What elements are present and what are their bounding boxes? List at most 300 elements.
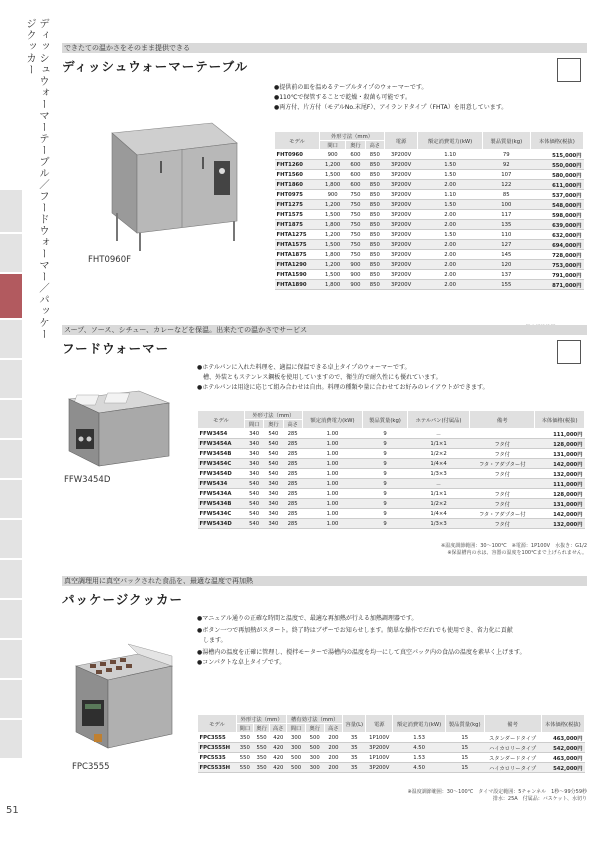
cell-value: 2.00 xyxy=(418,180,483,190)
cell-value: 1,800 xyxy=(320,280,346,290)
cell-price: 463,000円 xyxy=(541,733,584,743)
table-row xyxy=(275,250,584,260)
cell-value: 850 xyxy=(365,180,384,190)
cell-value: 550 xyxy=(237,753,254,763)
cell-value: 1.10 xyxy=(418,190,483,200)
cell-price: 753,000円 xyxy=(530,260,583,270)
col-d: 奥行 xyxy=(346,141,365,150)
sidebar-tab[interactable] xyxy=(0,640,22,678)
cell-value: 285 xyxy=(283,479,302,489)
cell-value: 540 xyxy=(264,449,283,459)
cell-price: 542,000円 xyxy=(541,743,584,753)
cell-value: 122 xyxy=(482,180,530,190)
cell-value: 79 xyxy=(482,150,530,160)
cell-model: FFW3454C xyxy=(198,459,245,469)
cell-value: － xyxy=(407,429,470,439)
cell-value: 340 xyxy=(245,469,264,479)
cell-value: 2.00 xyxy=(418,240,483,250)
cell-model: FFW5434C xyxy=(198,509,245,519)
bullet-3: ●両方付、片方付（モデルNo.末尾F）、アイランドタイプ（FHTA）を用意しています。 xyxy=(274,104,508,111)
cell-value: 9 xyxy=(363,489,408,499)
cell-value: 35 xyxy=(343,733,366,743)
cell-value: 145 xyxy=(482,250,530,260)
col-remark: 備考 xyxy=(470,411,535,429)
table-row xyxy=(198,439,585,449)
cell-value: 600 xyxy=(346,150,365,160)
cell-value: 9 xyxy=(363,449,408,459)
cell-value: 850 xyxy=(365,250,384,260)
cell-value: 340 xyxy=(245,459,264,469)
col-d: 奥行 xyxy=(264,420,283,429)
mark-box xyxy=(557,340,581,364)
cell-value: 1,500 xyxy=(320,210,346,220)
cell-model: FHT1860 xyxy=(275,180,320,190)
cell-model: FHTA1590 xyxy=(275,270,320,280)
cell-value: 340 xyxy=(264,499,283,509)
cell-value: 1.00 xyxy=(302,509,362,519)
section-bar: できたての温かさをそのまま提供できる xyxy=(62,43,587,53)
cell-value: 9 xyxy=(363,509,408,519)
cell-value: 340 xyxy=(245,439,264,449)
cell-value: 1/4×4 xyxy=(407,509,470,519)
cell-model: FHTA1575 xyxy=(275,240,320,250)
page-number: 51 xyxy=(6,805,19,816)
cell-value: 350 xyxy=(237,743,254,753)
cell-value: － xyxy=(407,479,470,489)
spec-table-food-warmer xyxy=(197,410,585,529)
cell-value: 2.00 xyxy=(418,280,483,290)
cell-model: FPC5535 xyxy=(198,753,237,763)
cell-value: 135 xyxy=(482,220,530,230)
section-bar: スープ、ソース、シチュー、カレーなどを保温。出来たての温かさでサービス xyxy=(62,325,587,335)
cell-value: 500 xyxy=(305,733,324,743)
cell-value: 3P200V xyxy=(366,743,393,753)
bullet-1: ●提供前の皿を温めるテーブルタイプのウォーマーです。 xyxy=(274,84,428,91)
cell-value xyxy=(470,479,535,489)
cell-price: 132,000円 xyxy=(535,469,585,479)
table-row xyxy=(275,180,584,190)
col-remark: 備考 xyxy=(484,715,541,733)
cell-value: 3P200V xyxy=(384,280,417,290)
table-row xyxy=(198,743,585,753)
sidebar-tab[interactable] xyxy=(0,480,22,518)
cell-price: 128,000円 xyxy=(535,439,585,449)
cell-value: 3P200V xyxy=(384,260,417,270)
cell-value: スタンダードタイプ xyxy=(484,753,541,763)
table-note-2: ※保温槽内の水は、容器の温度を100℃まで上げられません。 xyxy=(447,550,587,556)
cell-value: 350 xyxy=(253,763,270,773)
section-food-warmer xyxy=(62,325,587,575)
col-price: 本体価格(税抜) xyxy=(535,411,585,429)
cell-value: 110 xyxy=(482,230,530,240)
cell-value: 1,800 xyxy=(320,180,346,190)
cell-value: フタ付 xyxy=(470,439,535,449)
cell-value: 350 xyxy=(253,753,270,763)
table-row xyxy=(198,479,585,489)
cell-model: FHT1575 xyxy=(275,210,320,220)
cell-model: FHT1875 xyxy=(275,220,320,230)
cell-value: 540 xyxy=(245,479,264,489)
cell-value: 300 xyxy=(287,743,306,753)
section-bar: 真空調理用に真空パックされた食品を、最適な温度で再加熱 xyxy=(62,576,587,586)
cell-model: FFW5434B xyxy=(198,499,245,509)
table-row xyxy=(275,190,584,200)
cell-value: フタ・アダプター付 xyxy=(470,509,535,519)
cell-value: 9 xyxy=(363,439,408,449)
cell-value: 550 xyxy=(253,733,270,743)
section-dish-warmer xyxy=(62,43,587,333)
cell-value: 1,500 xyxy=(320,170,346,180)
cell-value: 340 xyxy=(264,519,283,529)
col-w: 間口 xyxy=(237,724,254,733)
cell-value xyxy=(470,429,535,439)
table-row xyxy=(275,270,584,280)
sidebar-tab-active[interactable] xyxy=(0,274,22,318)
cell-model: FPC3555 xyxy=(198,733,237,743)
cell-model: FHT1275 xyxy=(275,200,320,210)
cell-value: 500 xyxy=(287,753,306,763)
cell-value: 3P200V xyxy=(384,230,417,240)
cell-value: 1.00 xyxy=(302,499,362,509)
cell-value: 285 xyxy=(283,469,302,479)
cell-value: 850 xyxy=(365,280,384,290)
cell-price: 728,000円 xyxy=(530,250,583,260)
cell-value: 1,800 xyxy=(320,250,346,260)
bullet-2: ●110℃で保管することで乾燥・殺菌も可能です。 xyxy=(274,94,411,101)
sidebar-tab[interactable] xyxy=(0,190,22,232)
cell-model: FHT0960 xyxy=(275,150,320,160)
product-caption: FPC3555 xyxy=(72,762,110,772)
cell-value: 1/2×2 xyxy=(407,449,470,459)
cell-value: 2.00 xyxy=(418,210,483,220)
cell-value: 1.00 xyxy=(302,439,362,449)
col-d: 奥行 xyxy=(253,724,270,733)
cell-value: 100 xyxy=(482,200,530,210)
cell-value: 540 xyxy=(245,499,264,509)
cell-value: 120 xyxy=(482,260,530,270)
table-row xyxy=(198,459,585,469)
table-row xyxy=(275,230,584,240)
cell-price: 515,000円 xyxy=(530,150,583,160)
cell-value: 2.00 xyxy=(418,220,483,230)
cell-value: 500 xyxy=(305,743,324,753)
cell-value: 540 xyxy=(264,459,283,469)
product-caption: FFW3454D xyxy=(64,475,111,485)
cell-value: 850 xyxy=(365,210,384,220)
cell-value: 117 xyxy=(482,210,530,220)
col-kg: 製品質量(kg) xyxy=(363,411,408,429)
cell-value: 300 xyxy=(287,733,306,743)
col-tank: 槽有効寸法（mm） xyxy=(287,715,343,724)
bullet-3: ●ホテルパンは用途に応じて組み合わせは自由。料理の種類や量に合わせてお好みのレイアウトができます。 xyxy=(197,384,489,391)
cell-value: 1.00 xyxy=(302,429,362,439)
cell-model: FHT0975 xyxy=(275,190,320,200)
table-row xyxy=(275,160,584,170)
cell-price: 131,000円 xyxy=(535,449,585,459)
cell-value: フタ・アダプター付 xyxy=(470,459,535,469)
cell-price: 598,000円 xyxy=(530,210,583,220)
table-note-1: ※温度調節範囲：30～100℃ ※電源：1P100V 水抜き：G1/2 xyxy=(441,543,587,549)
cell-value: フタ付 xyxy=(470,449,535,459)
cell-value: 540 xyxy=(245,489,264,499)
table-row xyxy=(275,150,584,160)
cell-value: 9 xyxy=(363,429,408,439)
cell-value: 15 xyxy=(445,753,484,763)
cell-value: 200 xyxy=(324,733,343,743)
product-photo-dish-warmer xyxy=(102,113,242,253)
col-kw: 額定消費電力(kW) xyxy=(302,411,362,429)
cell-value: 900 xyxy=(346,270,365,280)
cell-value: 550 xyxy=(237,763,254,773)
cell-value: 420 xyxy=(270,743,287,753)
cell-value: 285 xyxy=(283,509,302,519)
cell-value: 3P200V xyxy=(384,240,417,250)
cell-value: 850 xyxy=(365,190,384,200)
col-model: モデル xyxy=(198,715,237,733)
cell-price: 131,000円 xyxy=(535,499,585,509)
cell-value: 420 xyxy=(270,763,287,773)
col-h: 高さ xyxy=(270,724,287,733)
cell-price: 128,000円 xyxy=(535,489,585,499)
sidebar-tab[interactable] xyxy=(0,560,22,598)
cell-value: 137 xyxy=(482,270,530,280)
col-dims: 外形寸法（mm） xyxy=(237,715,287,724)
table-row xyxy=(275,200,584,210)
cell-value: 850 xyxy=(365,260,384,270)
cell-value: 3P200V xyxy=(384,190,417,200)
cell-value: 1/1×1 xyxy=(407,439,470,449)
cell-value: 285 xyxy=(283,519,302,529)
cell-value: 340 xyxy=(264,489,283,499)
sidebar-tab[interactable] xyxy=(0,360,22,398)
cell-value: 285 xyxy=(283,489,302,499)
cell-value: 1.50 xyxy=(418,230,483,240)
cell-value: 1,500 xyxy=(320,240,346,250)
cell-price: 142,000円 xyxy=(535,509,585,519)
bullet-4: ●湯槽内の温度を正確に管理し、撹拌モーターで湯槽内の温度を均一にして真空パック内の食品の温度を素早く上げます。 xyxy=(197,649,526,656)
cell-value: フタ付 xyxy=(470,519,535,529)
cell-value: 540 xyxy=(264,469,283,479)
cell-value: 9 xyxy=(363,469,408,479)
table-row xyxy=(198,499,585,509)
table-row xyxy=(198,733,585,743)
section-title: フードウォーマー xyxy=(62,341,170,356)
cell-value: 285 xyxy=(283,459,302,469)
table-row xyxy=(198,429,585,439)
cell-value: 15 xyxy=(445,743,484,753)
col-price: 本体価格(税抜) xyxy=(541,715,584,733)
cell-value: 340 xyxy=(245,429,264,439)
table-row xyxy=(198,509,585,519)
table-row xyxy=(198,449,585,459)
sidebar-tab[interactable] xyxy=(0,520,22,558)
cell-value: スタンダードタイプ xyxy=(484,733,541,743)
cell-value: 1.00 xyxy=(302,519,362,529)
sidebar-tab[interactable] xyxy=(0,600,22,638)
cell-value: 2.00 xyxy=(418,250,483,260)
table-row xyxy=(275,240,584,250)
table-row xyxy=(275,260,584,270)
cell-value: 1/3×3 xyxy=(407,519,470,529)
cell-value: フタ付 xyxy=(470,499,535,509)
product-photo-package-cooker xyxy=(68,636,180,756)
cell-value: 3P200V xyxy=(384,160,417,170)
cell-value: 900 xyxy=(320,150,346,160)
cell-value: 750 xyxy=(346,210,365,220)
col-cap: 容量(L) xyxy=(343,715,366,733)
cell-value: 850 xyxy=(365,160,384,170)
cell-value: 750 xyxy=(346,240,365,250)
cell-value: 3P200V xyxy=(384,220,417,230)
cell-price: 548,000円 xyxy=(530,200,583,210)
col-h: 高さ xyxy=(365,141,384,150)
cell-value: 340 xyxy=(264,479,283,489)
bullet-1: ●マニュアル通りの正確な時間と温度で、最適な再加熱が行える加熱調理器です。 xyxy=(197,615,418,622)
cell-value: 3P200V xyxy=(384,170,417,180)
cell-value: フタ付 xyxy=(470,469,535,479)
cell-model: FFW3454B xyxy=(198,449,245,459)
col-tank-d: 奥行 xyxy=(305,724,324,733)
table-row xyxy=(198,753,585,763)
cell-value: 540 xyxy=(264,439,283,449)
cell-price: 871,000円 xyxy=(530,280,583,290)
col-h: 高さ xyxy=(283,420,302,429)
cell-price: 542,000円 xyxy=(541,763,584,773)
table-row xyxy=(275,280,584,290)
cell-value: 285 xyxy=(283,439,302,449)
cell-value: 1.50 xyxy=(418,170,483,180)
bullet-5: ●コンパクトな卓上タイプです。 xyxy=(197,659,286,666)
cell-value: 540 xyxy=(264,429,283,439)
cell-value: 850 xyxy=(365,150,384,160)
cell-value: 92 xyxy=(482,160,530,170)
sidebar-tab[interactable] xyxy=(0,320,22,358)
col-tank-h: 高さ xyxy=(324,724,343,733)
cell-value: 900 xyxy=(320,190,346,200)
spec-table-package-cooker xyxy=(197,714,585,773)
col-dims: 外形寸法（mm） xyxy=(245,411,303,420)
cell-price: 537,000円 xyxy=(530,190,583,200)
cell-value: 1.00 xyxy=(302,459,362,469)
cell-model: FFW5434A xyxy=(198,489,245,499)
cell-model: FHT1560 xyxy=(275,170,320,180)
cell-value: 1,800 xyxy=(320,220,346,230)
cell-value: 1.00 xyxy=(302,479,362,489)
cell-value: 1/3×3 xyxy=(407,469,470,479)
cell-value: 285 xyxy=(283,429,302,439)
cell-value: 1,500 xyxy=(320,270,346,280)
cell-value: 3P200V xyxy=(384,210,417,220)
cell-value: 420 xyxy=(270,753,287,763)
cell-value: 850 xyxy=(365,230,384,240)
table-row xyxy=(198,519,585,529)
cell-value: 85 xyxy=(482,190,530,200)
cell-value: 1/1×1 xyxy=(407,489,470,499)
cell-value: 3P200V xyxy=(384,270,417,280)
product-caption: FHT0960F xyxy=(88,255,131,265)
cell-value: 1.00 xyxy=(302,469,362,479)
spec-table-dish-warmer xyxy=(274,131,584,290)
cell-value: 500 xyxy=(287,763,306,773)
cell-model: FFW5434D xyxy=(198,519,245,529)
sidebar-tabs xyxy=(0,0,22,841)
bullet-2: 槽、外装ともステンレス鋼板を使用していますので、衛生的で耐久性にも優れています。 xyxy=(197,374,442,381)
cell-value: フタ付 xyxy=(470,489,535,499)
chapter-title: ディッシュウォーマーテーブル／フードウォーマー／パッケージクッカー xyxy=(25,18,50,340)
cell-value: 127 xyxy=(482,240,530,250)
cell-model: FFW3454A xyxy=(198,439,245,449)
cell-value: 850 xyxy=(365,220,384,230)
col-model: モデル xyxy=(198,411,245,429)
cell-value: 750 xyxy=(346,220,365,230)
col-kg: 製品質量(kg) xyxy=(482,132,530,150)
cell-value: 15 xyxy=(445,763,484,773)
col-w: 間口 xyxy=(320,141,346,150)
cell-value: 9 xyxy=(363,479,408,489)
cell-value: 4.50 xyxy=(393,743,446,753)
sidebar-tab[interactable] xyxy=(0,234,22,272)
sidebar-tab[interactable] xyxy=(0,720,22,758)
cell-value: 850 xyxy=(365,200,384,210)
cell-value: 850 xyxy=(365,270,384,280)
cell-model: FHTA1275 xyxy=(275,230,320,240)
cell-model: FPC5535H xyxy=(198,763,237,773)
cell-value: 1P100V xyxy=(366,733,393,743)
col-power: 電源 xyxy=(366,715,393,733)
cell-price: 791,000円 xyxy=(530,270,583,280)
bullet-2: ●ボタン一つで再加熱がスタート。終了時はブザーでお知らせします。簡単な操作でだれでも使用でき、省力化に貢献 xyxy=(197,627,513,634)
cell-value: 750 xyxy=(346,200,365,210)
cell-model: FFW5434 xyxy=(198,479,245,489)
cell-value: 850 xyxy=(365,170,384,180)
cell-value: 540 xyxy=(245,519,264,529)
cell-value: 300 xyxy=(305,753,324,763)
col-tank-w: 間口 xyxy=(287,724,306,733)
cell-value: 900 xyxy=(346,260,365,270)
cell-value: 1,200 xyxy=(320,200,346,210)
section-title: パッケージクッカー xyxy=(62,592,184,607)
sidebar-tab[interactable] xyxy=(0,680,22,718)
mark-box xyxy=(557,58,581,82)
cell-value: 200 xyxy=(324,743,343,753)
cell-price: 611,000円 xyxy=(530,180,583,190)
cell-price: 463,000円 xyxy=(541,753,584,763)
col-model: モデル xyxy=(275,132,320,150)
table-row xyxy=(275,210,584,220)
cell-value: ハイカロリータイプ xyxy=(484,743,541,753)
cell-value: 540 xyxy=(245,509,264,519)
cell-value: 1/2×2 xyxy=(407,499,470,509)
cell-value: 285 xyxy=(283,449,302,459)
cell-value: 4.50 xyxy=(393,763,446,773)
table-row xyxy=(275,170,584,180)
cell-price: 639,000円 xyxy=(530,220,583,230)
cell-value: 1.10 xyxy=(418,150,483,160)
cell-value: 550 xyxy=(253,743,270,753)
cell-price: 694,000円 xyxy=(530,240,583,250)
cell-value: 750 xyxy=(346,230,365,240)
cell-value: 2.00 xyxy=(418,270,483,280)
sidebar-tab[interactable] xyxy=(0,440,22,478)
cell-value: 1.53 xyxy=(393,753,446,763)
col-dims: 外形寸法（mm） xyxy=(320,132,385,141)
cell-value: 1,200 xyxy=(320,230,346,240)
table-row xyxy=(198,469,585,479)
cell-value: 9 xyxy=(363,459,408,469)
sidebar-tab[interactable] xyxy=(0,400,22,438)
cell-model: FPC3555H xyxy=(198,743,237,753)
cell-value: 600 xyxy=(346,170,365,180)
